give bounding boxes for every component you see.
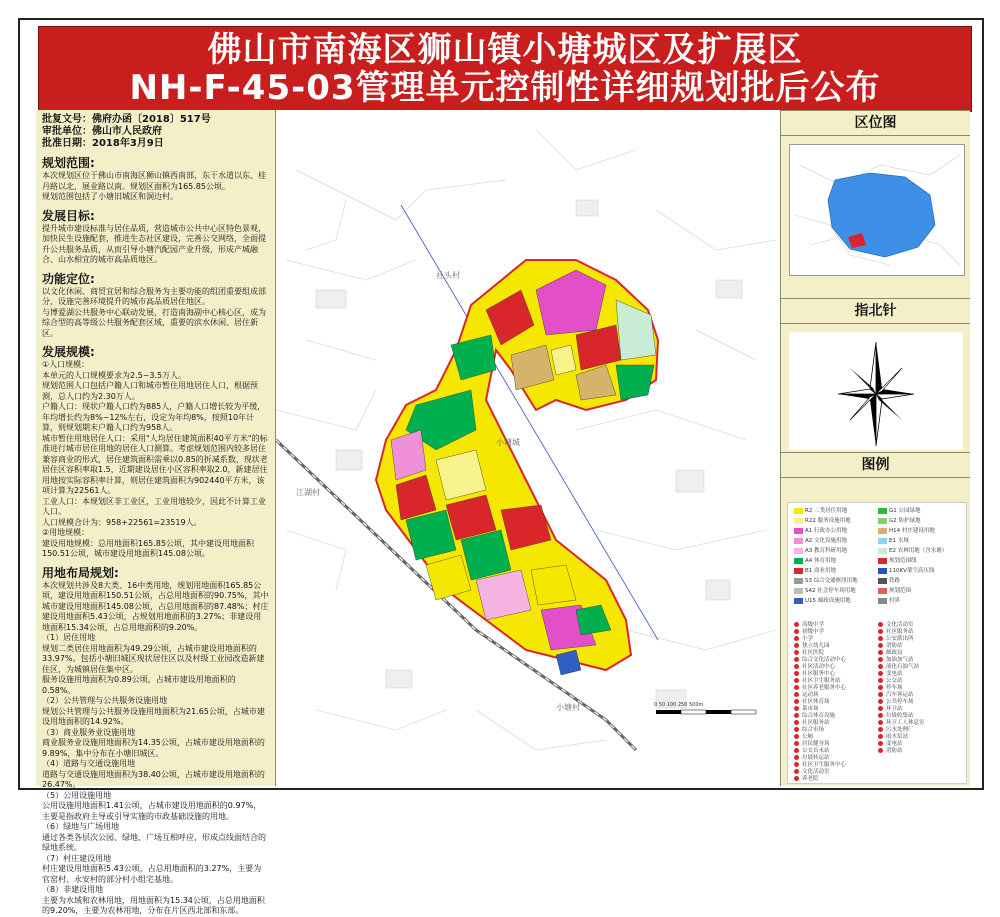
legend-swatch xyxy=(794,578,803,584)
place-label-xiaotangcun: 小塘村 xyxy=(556,703,580,712)
facility-legend-item: 变电站 xyxy=(878,740,903,748)
legend-item: U15 邮政设施用地 xyxy=(794,597,851,605)
facility-symbol-icon xyxy=(794,769,799,774)
facility-symbol-icon xyxy=(794,699,799,704)
facility-legend-item: 社区体育场 xyxy=(794,698,830,706)
legend-item: R2 二类居住用地 xyxy=(794,507,847,515)
facility-symbol-icon xyxy=(878,734,883,739)
legend-title: 图例 xyxy=(781,452,970,478)
facility-legend-item: 雨水泵站 xyxy=(878,733,908,741)
facility-legend-item: 停车场 xyxy=(878,684,903,692)
legend-item: G2 防护绿地 xyxy=(878,517,921,525)
facility-symbol-icon xyxy=(794,657,799,662)
legend-item: 规划范围线 xyxy=(878,557,917,565)
facility-symbol-icon xyxy=(878,671,883,676)
legend-item: A2 文化设施用地 xyxy=(794,537,847,545)
facility-legend-item: 初级中学 xyxy=(794,628,824,636)
facility-symbol-icon xyxy=(794,762,799,767)
title-line-2: NH-F-45-03管理单元控制性详细规划批后公布 xyxy=(129,68,881,108)
facility-legend-item: 环卫工人休息室 xyxy=(878,719,925,727)
legend-swatch xyxy=(794,528,803,534)
facility-symbol-icon xyxy=(878,748,883,753)
facility-symbol-icon xyxy=(878,643,883,648)
facility-legend-item: 综合市场 xyxy=(794,726,824,734)
facility-symbol-icon xyxy=(878,678,883,683)
facility-legend-item: 社区养老服务中心 xyxy=(794,684,846,692)
facility-legend-item: 公共停车场 xyxy=(878,698,914,706)
facility-symbol-icon xyxy=(794,629,799,634)
facility-legend-item: 公厕 xyxy=(794,733,813,741)
legend-swatch xyxy=(878,518,887,524)
legend-item: B1 商业用地 xyxy=(794,567,836,575)
facility-legend-item: 消防站 xyxy=(878,642,903,650)
facility-legend-item: 社区卫生服务站 xyxy=(794,677,841,685)
facility-symbol-icon xyxy=(878,692,883,697)
facility-symbol-icon xyxy=(794,636,799,641)
facility-symbol-icon xyxy=(794,748,799,753)
legend-swatch xyxy=(878,578,887,584)
facility-symbol-icon xyxy=(878,685,883,690)
facility-legend-item: 环卫站 xyxy=(878,705,903,713)
function-title: 功能定位: xyxy=(42,271,95,286)
facility-legend-item: 邮政局 xyxy=(878,649,903,657)
legend-swatch xyxy=(794,538,803,544)
facility-legend-item: 综合文化活动中心 xyxy=(794,656,846,664)
legend-swatch xyxy=(878,538,887,544)
facility-legend-item: 污水处理厂 xyxy=(878,726,914,734)
facility-legend-item: 垃圾转运站 xyxy=(794,754,830,762)
scale-label: 0 50 100 250 500m xyxy=(654,702,704,708)
legend-item: R22 服务设施用地 xyxy=(794,517,851,525)
legend-swatch xyxy=(878,508,887,514)
legend-swatch xyxy=(878,558,887,564)
facility-legend-item: 社区活动中心 xyxy=(794,663,835,671)
legend-swatch xyxy=(878,568,887,574)
facility-symbol-icon xyxy=(878,664,883,669)
legend-item: A1 行政办公用地 xyxy=(794,527,847,535)
facility-symbol-icon xyxy=(878,741,883,746)
facility-legend-item: 菜市场 xyxy=(794,705,819,713)
facility-legend-item: 液化石油气站 xyxy=(878,663,919,671)
goal-text: 提升城市建设标准与居住品质，营造城市公共中心区特色景观，加快民生设施配套，推进生态社区建设，完善公交网络，全面提升公共服务品质，从而引导小塘汽配园产业升级，形成产城融合、山水相宜的城市高品质地区。 xyxy=(42,223,266,264)
facility-symbol-icon xyxy=(878,650,883,655)
facility-symbol-icon xyxy=(794,664,799,669)
title-banner xyxy=(38,26,972,112)
landuse-text: 本次规划共涉及8大类、16中类用地，规划用地面积165.85公顷，建设用地面积150.51公顷，占总用地面积的90.75%，其中城市建设用地面积145.08公顷，占总用地面积的87.48%；村庄建设用地面积5.43公顷，占规划用地面积的3.27%；非建设用地面积15.34公顷，占总用地面积的9.20%。 （1）居住用地 规划二类居住用地面积为49.29公顷，占城市建设用地面积的33.97%。包括小塘旧城区现状居住区以及村级工业园改造新建住区，为城镇居住集中区。 服务设施用地面积为0.89公顷，占城市建设用地面积的0.58%。 （2）公共管理与公共服务设施用地 规划公共管理与公共服务设施用地面积为21.65公顷，占城市建设用地面积的14.92%。 （3）商业服务业设施用地 商业服务业设施用地面积为14.35公顷，占城市建设用地面积的9.89%，集中分布在小塘旧城区。 （4）道路与交通设施用地 道路与交通设施用地面积为38.40公顷，占城市建设用地面积的26.47%。 （5）公用设施用地 公用设施用地面积1.41公顷，占城市建设用地面积的0.97%，主要是指政府主导或引导实施的市政基础设施的用地。 （6）绿地与广场用地 通过各类各层次公园、绿地、广场互相呼应，形成点线面结合的绿地系统。 （7）村庄建设用地 村庄建设用地面积5.43公顷，占总用地面积的3.27%，主要为官窑村、永安村的部分村小组宅基地。 （8）非建设用地 主要为水域和农林用地，用地面积为15.34公顷，占总用地面积的9.20%，主要为农林用地，分布在片区西北部和东部。 xyxy=(42,580,269,915)
facility-legend-item: 汽车客运站 xyxy=(878,691,914,699)
legend-swatch xyxy=(794,548,803,554)
facility-symbol-icon xyxy=(794,643,799,648)
facility-legend-item: 文化活动室 xyxy=(794,768,830,776)
legend-item: A4 体育用地 xyxy=(794,557,836,565)
place-label-xiaotang: 小塘城 xyxy=(496,438,520,447)
facility-symbol-icon xyxy=(794,678,799,683)
scope-title: 规划范围: xyxy=(42,156,95,170)
legend-item: 110KV架空高压线 xyxy=(878,567,934,575)
facility-legend-item: 社区服务站 xyxy=(878,628,914,636)
legend-swatch xyxy=(794,558,803,564)
legend-swatch xyxy=(878,528,887,534)
scale-text: ①人口规模： 本单元的人口规模要求为2.5~3.5万人。 规划范围人口包括户籍人口和城市暂住用地居住人口，根据预测，总人口约为2.30万人。 户籍人口：现状户籍人口约为885人，户籍人口增长较为平缓，年均增长约为8%~12%左右，设定为年均8%，按照10年计算，则规划期末户籍人口约为958人。 城市暂住用地居住人口：采用"人均居住建筑面积40平方米"的标准进行城市居住用地的居住人口测算。考虑规划范围内较多居住兼容商业的形式，居住建筑面积需乘以0.85的折减系数，现状老居住区容积率取1.5，近期建设居住小区容积率取2.0，新建居住用地按实际容积率计算，则居住建筑面积为902440平方米，该项计算为22561人。 工业人口：本规划区非工业区，工业用地较少，因此不计算工业人口。 人口规模合计为：958+22561=23519人。 ②用地规模： 建设用地规模：总用地面积165.85公顷，其中建设用地面积150.51公顷，城市建设用地面积145.08公顷。 xyxy=(42,360,268,558)
facility-legend-item: 社区服务中心 xyxy=(794,670,835,678)
facility-symbol-icon xyxy=(794,650,799,655)
legend-swatch xyxy=(794,508,803,514)
facility-symbol-icon xyxy=(794,713,799,718)
facility-symbol-icon xyxy=(878,720,883,725)
legend-item: S42 社会停车场用地 xyxy=(794,587,856,595)
legend-item: E2 农林用地（含水塘） xyxy=(878,547,947,555)
facility-symbol-icon xyxy=(794,755,799,760)
facility-symbol-icon xyxy=(878,699,883,704)
facility-symbol-icon xyxy=(794,741,799,746)
title-line-1: 佛山市南海区狮山镇小塘城区及扩展区 xyxy=(207,30,803,70)
place-label-shetou: 社头村 xyxy=(436,271,460,280)
facility-symbol-icon xyxy=(794,776,799,781)
approval-unit: 审批单位：佛山市人民政府 xyxy=(42,126,162,137)
facility-symbol-icon xyxy=(794,706,799,711)
facility-legend-item: 公交站 xyxy=(878,677,903,685)
legend-item: H14 村庄建设用地 xyxy=(878,527,935,535)
facility-legend-item: 垃圾收集站 xyxy=(878,712,914,720)
facility-legend-item: 小学 xyxy=(794,635,813,643)
goal-title: 发展目标: xyxy=(42,208,95,223)
facility-symbol-icon xyxy=(794,671,799,676)
facility-legend-item: 社区医院 xyxy=(794,649,824,657)
legend xyxy=(787,502,967,784)
legend-item: 规划范围 xyxy=(878,587,911,595)
facility-symbol-icon xyxy=(794,685,799,690)
facility-symbol-icon xyxy=(794,727,799,732)
location-map-svg xyxy=(790,145,964,275)
facility-legend-item: 居民健身场 xyxy=(794,740,830,748)
facility-legend-item: 社区服务站 xyxy=(794,719,830,727)
right-panel xyxy=(780,110,970,786)
scale-title: 发展规模: xyxy=(42,345,95,359)
function-text: 以文化休闲、商贸宜居和综合服务为主要功能的组团重要组成部分，设施完善环境提升的城市高品质居住地区。 与博爱湖公共服务中心联动发展，打造南海副中心核心区，成为综合型的高等级公共服务配套区域，重要的滨水休闲、居住新区。 xyxy=(42,286,266,338)
place-label-jiangcun: 江湖村 xyxy=(296,488,320,497)
legend-item: S3 综合交通枢纽用地 xyxy=(794,577,858,585)
facility-symbol-icon xyxy=(878,657,883,662)
facility-legend-item: 养老院 xyxy=(794,775,819,783)
facility-legend-item: 独立幼儿园 xyxy=(794,642,830,650)
facility-legend-item: 消防站 xyxy=(878,747,903,755)
legend-swatch xyxy=(794,598,803,604)
facility-legend-item: 文化活动室 xyxy=(878,621,914,629)
facility-legend-item: 社区卫生服务中心 xyxy=(794,761,846,769)
facility-symbol-icon xyxy=(878,629,883,634)
legend-item: 村界 xyxy=(878,597,900,605)
legend-item: G1 公园绿地 xyxy=(878,507,921,515)
approval-date: 批准日期：2018年3月9日 xyxy=(42,138,164,149)
facility-legend-item: 综合体育设施 xyxy=(794,712,835,720)
facility-symbol-icon xyxy=(794,734,799,739)
facility-symbol-icon xyxy=(878,622,883,627)
north-arrow-title: 指北针 xyxy=(781,298,970,324)
facility-symbol-icon xyxy=(794,622,799,627)
landuse-title: 用地布局规划: xyxy=(42,565,119,580)
text-panel xyxy=(36,110,276,915)
facility-legend-item: 公交首末站 xyxy=(794,747,830,755)
facility-symbol-icon xyxy=(878,636,883,641)
scope-text: 本次规划区位于佛山市南海区狮山镇西南部，东干水道以东、桂丹路以北，展业路以南。规划区面积为165.85公顷。 规划范围包括了小塘旧城区和洞边村。 xyxy=(42,171,266,201)
facility-symbol-icon xyxy=(794,692,799,697)
legend-swatch xyxy=(794,568,803,574)
facility-symbol-icon xyxy=(878,706,883,711)
legend-item: E1 水域 xyxy=(878,537,909,545)
location-map xyxy=(789,144,965,276)
plan-map-svg xyxy=(276,110,780,786)
location-map-title: 区位图 xyxy=(781,110,970,136)
facility-legend-item: 公安派出所 xyxy=(878,635,914,643)
plan-map xyxy=(276,110,780,786)
facility-legend-item: 变电站 xyxy=(878,670,903,678)
legend-item: A3 教育科研用地 xyxy=(794,547,847,555)
legend-swatch xyxy=(878,598,887,604)
legend-item: 铁路 xyxy=(878,577,900,585)
facility-legend-item: 加油加气站 xyxy=(878,656,914,664)
legend-swatch xyxy=(878,548,887,554)
compass-icon xyxy=(789,332,963,450)
legend-swatch xyxy=(878,588,887,594)
facility-symbol-icon xyxy=(794,720,799,725)
compass xyxy=(789,332,963,450)
facility-symbol-icon xyxy=(878,713,883,718)
legend-swatch xyxy=(794,588,803,594)
facility-legend-item: 运动场 xyxy=(794,691,819,699)
legend-swatch xyxy=(794,518,803,524)
facility-symbol-icon xyxy=(878,727,883,732)
approval-doc-no: 批复文号：佛府办函〔2018〕517号 xyxy=(42,114,211,125)
facility-legend-item: 高级中学 xyxy=(794,621,824,629)
